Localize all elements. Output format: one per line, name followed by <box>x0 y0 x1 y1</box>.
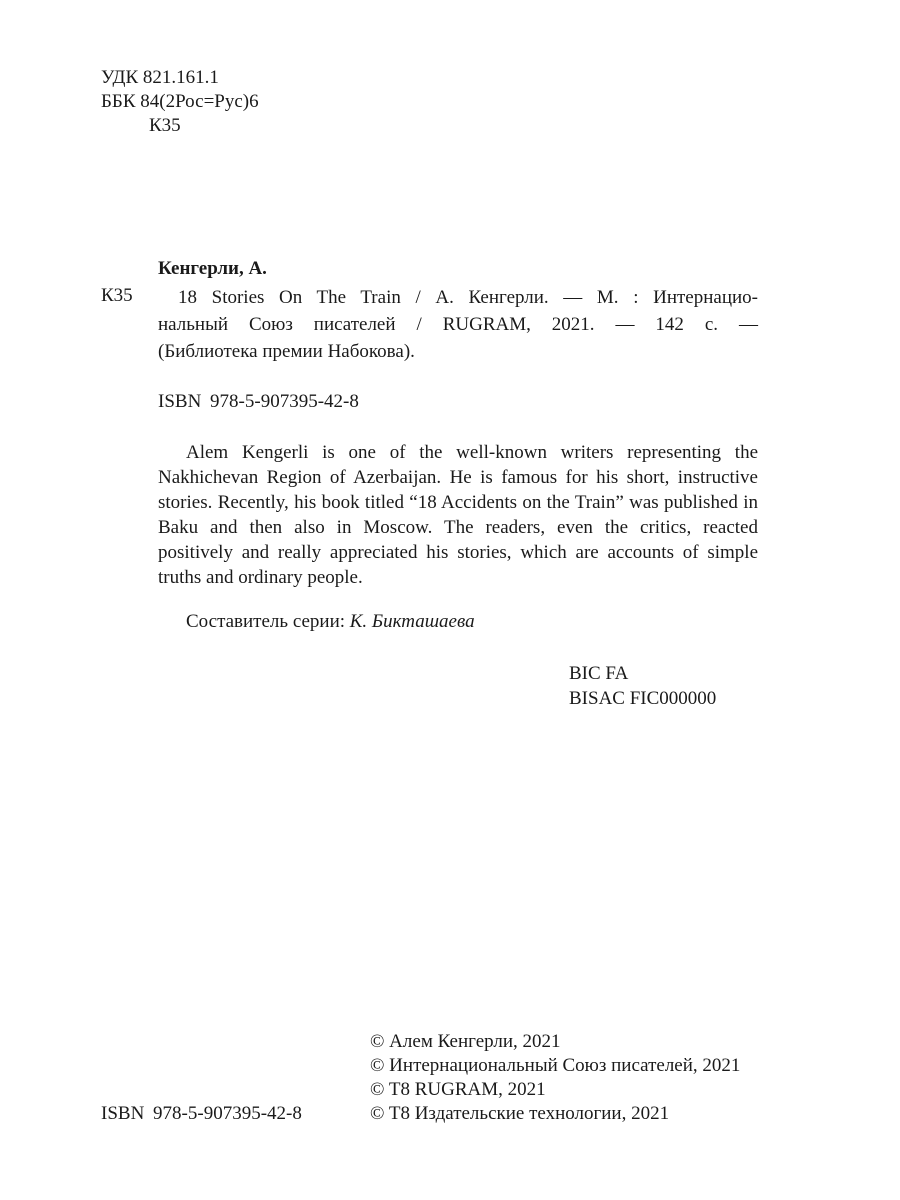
subject-codes <box>569 661 716 711</box>
annotation-text: Alem Kengerli is one of the well-known writers representing the Nakhichevan Region of Azerbaijan. He is famous for his short, instructive stories. Recently, his book titled “18 Accidents on the Train” was published in Baku and then also in Moscow. The readers, even the critics, reacted positively and really appreciated his stories, which are accounts of simple truths and ordinary people. <box>158 442 758 588</box>
author-mark: К35 <box>149 115 181 136</box>
catalog-author: Кенгерли, А. <box>158 258 267 279</box>
biblio-line: 18 Stories On The Train / А. Кенгерли. — М. : Интернацио- <box>178 287 758 308</box>
annotation <box>158 440 758 590</box>
copyright-line: © T8 Издательские технологии, 2021 <box>370 1103 670 1124</box>
catalog-code: К35 <box>101 285 133 306</box>
isbn-bottom: ISBN 978-5-907395-42-8 <box>101 1103 302 1124</box>
udk-code: УДК 821.161.1 <box>101 67 219 88</box>
bisac-code: BISAC FIC000000 <box>569 688 717 709</box>
bbk-code: ББК 84(2Рос=Рус)6 <box>101 91 259 112</box>
copyright-line: © T8 RUGRAM, 2021 <box>370 1079 546 1100</box>
classification-block <box>101 66 259 138</box>
biblio-line: нальный Союз писателей / RUGRAM, 2021. — 142 с. — <box>158 314 758 335</box>
copyright-block <box>370 1030 740 1126</box>
compiler-label: Составитель серии: <box>186 611 346 632</box>
copyright-line: © Алем Кенгерли, 2021 <box>370 1031 561 1052</box>
copyright-line: © Интернациональный Союз писателей, 2021 <box>370 1055 741 1076</box>
compiler-name: К. Бикташаева <box>349 611 475 632</box>
bibliographic-description <box>158 284 758 365</box>
series-compiler <box>186 610 475 634</box>
catalog-isbn: ISBN 978-5-907395-42-8 <box>158 391 359 412</box>
bic-code: BIC FA <box>569 663 629 684</box>
biblio-line: (Библиотека премии Набокова). <box>158 341 415 362</box>
